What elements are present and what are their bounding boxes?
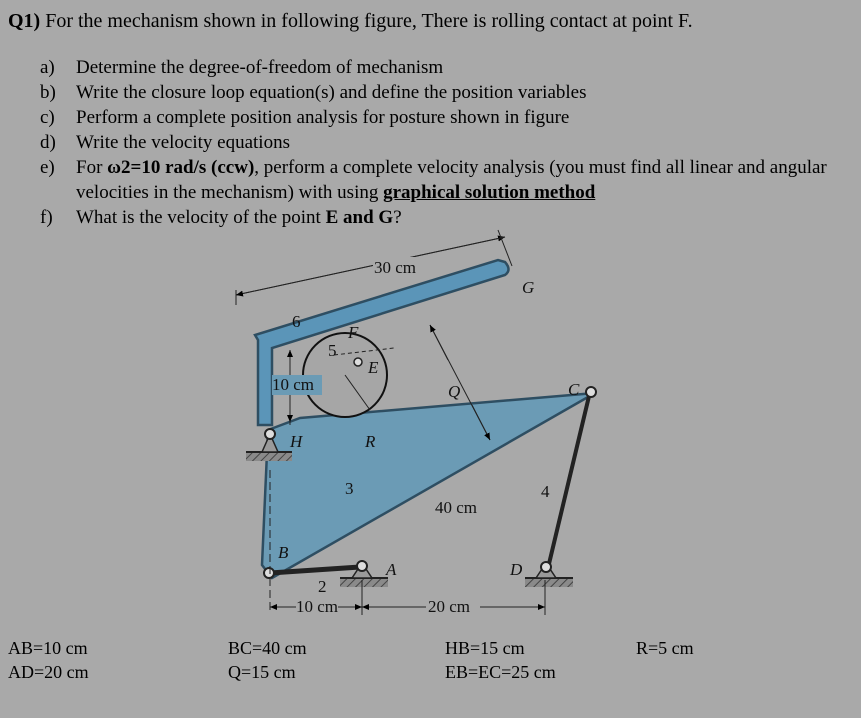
task-text: Write the velocity equations <box>76 132 290 153</box>
link-4-bar <box>548 392 590 568</box>
given-col-4 <box>636 636 694 660</box>
emphasis-text: graphical solution method <box>383 182 596 203</box>
given-value: Q=15 cm <box>228 662 296 682</box>
task-text-pre: What is the velocity of the point <box>76 207 326 228</box>
label-link5: 5 <box>328 341 337 360</box>
ground-h <box>246 452 292 461</box>
task-label: f) <box>40 207 53 228</box>
label-b: B <box>278 543 289 562</box>
ground-d <box>525 578 573 587</box>
given-value: R=5 cm <box>636 638 694 658</box>
task-label: e) <box>40 157 55 178</box>
joint-h <box>265 429 275 439</box>
link-6-bar <box>255 260 509 425</box>
joint-c <box>586 387 596 397</box>
given-value: AB=10 cm <box>8 638 88 658</box>
task-label: b) <box>40 82 56 103</box>
joint-a <box>357 561 367 571</box>
omega-value: ω2=10 rad/s (ccw) <box>107 157 255 178</box>
joint-b <box>264 568 274 578</box>
joint-d <box>541 562 551 572</box>
task-text-post: ? <box>393 207 402 228</box>
dim-diag-label: 40 cm <box>435 498 478 517</box>
task-text: Determine the degree-of-freedom of mechanism <box>76 57 444 78</box>
dim-bottom-right-label: 20 cm <box>428 597 471 616</box>
task-text-mid: , perform a complete velocity analysis (you must find all linear and angular velocities in the mechanism) with using <box>76 157 827 203</box>
given-col-1 <box>8 636 89 684</box>
label-a: A <box>386 560 397 579</box>
dim-bottom-left-label: 10 cm <box>296 597 339 616</box>
task-label: a) <box>40 57 55 78</box>
task-text: Write the closure loop equation(s) and define the position variables <box>76 82 587 103</box>
task-bold: E and G <box>325 207 394 228</box>
label-c: C <box>568 380 580 399</box>
given-col-3 <box>445 636 556 684</box>
label-link3: 3 <box>345 479 354 498</box>
question-text: For the mechanism shown in following figure, There is rolling contact at point F. <box>45 10 693 32</box>
dim-top-label: 30 cm <box>374 258 417 277</box>
label-e: E <box>368 358 379 377</box>
task-label: c) <box>40 107 55 128</box>
given-value: EB=EC=25 cm <box>445 662 556 682</box>
label-r: R <box>365 432 376 451</box>
label-link4: 4 <box>541 482 550 501</box>
question-number: Q1) <box>8 10 41 32</box>
task-text: Perform a complete position analysis for posture shown in figure <box>76 107 570 128</box>
task-label: d) <box>40 132 56 153</box>
label-link6: 6 <box>292 312 301 331</box>
given-value: AD=20 cm <box>8 662 89 682</box>
given-value: HB=15 cm <box>445 638 525 658</box>
label-q: Q <box>448 382 461 401</box>
dim-vertical-label: 10 cm <box>272 375 315 394</box>
label-d: D <box>510 560 523 579</box>
ground-a <box>340 578 388 587</box>
label-g: G <box>522 278 535 297</box>
label-link2: 2 <box>318 577 327 596</box>
label-f: F <box>348 323 359 342</box>
given-value: BC=40 cm <box>228 638 307 658</box>
given-col-2 <box>228 636 307 684</box>
label-h: H <box>290 432 303 451</box>
joint-e <box>354 358 362 366</box>
task-text-pre: For <box>76 157 108 178</box>
